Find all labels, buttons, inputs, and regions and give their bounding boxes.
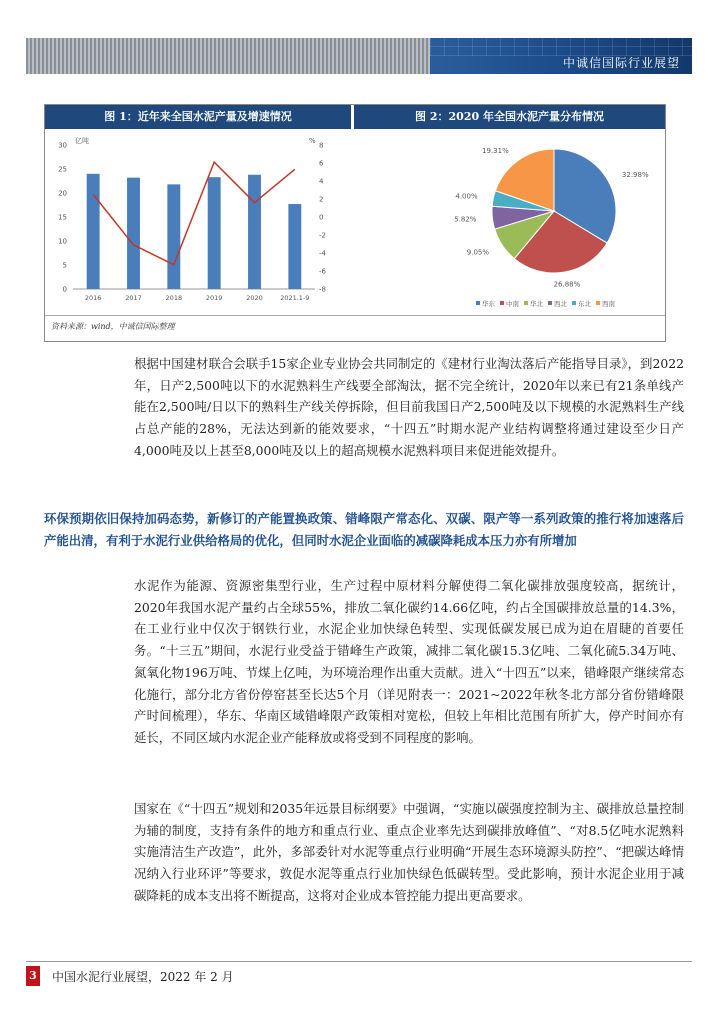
figure2-title: 图 2：2020 年全国水泥产量分布情况 bbox=[354, 105, 665, 129]
legend-label: 东北 bbox=[578, 300, 591, 308]
bar-2016 bbox=[87, 174, 100, 289]
bar-2021.1-9 bbox=[288, 204, 301, 289]
footer-divider bbox=[26, 961, 692, 962]
x-tick-label: 2018 bbox=[165, 294, 183, 302]
header-banner bbox=[26, 38, 692, 74]
bar-2020 bbox=[248, 175, 261, 289]
y2-tick-label: 8 bbox=[319, 141, 324, 150]
pie-chart bbox=[354, 131, 665, 313]
paragraph-text: 水泥作为能源、资源密集型行业，生产过程中原材料分解使得二氧化碳排放强度较高，据统计，2020年我国水泥产量约占全球55%，排放二氧化碳约14.66亿吨，约占全国碳排放总量的14.3%，在工业行业中仅次于钢铁行业，水泥企业加快绿色转型、实现低碳发展已成为迫在眉睫的首要任务。“十三五”期间，水泥行业受益于错峰生产政策，减排二氧化碳15.3亿吨、二氧化硫5.34万吨、氮氧化物196万吨、节煤上亿吨，为环境治理作出重大贡献。进入“十四五”以来，错峰限产继续常态化施行，部分北方省份停窑甚至长达5个月（详见附表一：2021~2022年秋冬北方部分省份错峰限产时间梳理），华东、华南区域错峰限产政策相对宽松，但较上年相比范围有所扩大，停产时间亦有延长，不同区域内水泥企业产能释放或将受到不同程度的影响。 bbox=[134, 578, 684, 745]
footer-title: 中国水泥行业展望，2022 年 2 月 bbox=[52, 970, 234, 984]
legend-label: 西北 bbox=[554, 300, 567, 308]
y2-tick-label: -4 bbox=[319, 249, 326, 258]
y2-tick-label: 6 bbox=[319, 159, 324, 168]
y2-tick-label: 0 bbox=[319, 213, 324, 222]
pie-value-label: 9.05% bbox=[466, 248, 490, 257]
pie-value-label: 5.82% bbox=[454, 215, 477, 224]
legend-swatch-华东 bbox=[476, 301, 480, 305]
pie-value-label: 32.98% bbox=[621, 171, 649, 180]
y2-tick-label: -8 bbox=[319, 285, 326, 294]
legend-swatch-中南 bbox=[500, 301, 504, 305]
paragraph-text: 国家在《“十四五”规划和2035年远景目标纲要》中强调，“实施以碳强度控制为主、碳排放总量控制为辅的制度，支持有条件的地方和重点行业、重点企业率先达到碳排放峰值”、“对8.5亿吨水泥熟料实施清洁生产改造”，此外，多部委针对水泥等重点行业明确“开展生态环境源头防控”、“把碳达峰情况纳入行业环评”等要求，敦促水泥等重点行业加快绿色低碳转型。受此影响，预计水泥企业用于减碳降耗的成本支出将不断提高，这将对企业成本管控能力提出更高要求。 bbox=[134, 801, 684, 903]
y-tick-label: 25 bbox=[58, 165, 67, 174]
y-tick-label: 10 bbox=[58, 237, 67, 246]
bar-2018 bbox=[167, 184, 180, 289]
page-number: 3 bbox=[26, 966, 40, 986]
x-tick-label: 2016 bbox=[84, 294, 102, 302]
pie-value-label: 26.88% bbox=[553, 280, 581, 289]
x-tick-label: 2017 bbox=[125, 294, 142, 302]
legend-label: 华北 bbox=[530, 300, 543, 308]
bar-2019 bbox=[208, 177, 221, 289]
legend-label: 中南 bbox=[506, 300, 519, 308]
growth-rate-line bbox=[93, 162, 295, 265]
pie-value-label: 19.31% bbox=[482, 147, 509, 156]
legend-swatch-西南 bbox=[596, 301, 600, 305]
y2-tick-label: 2 bbox=[319, 195, 324, 204]
source-separator bbox=[45, 315, 665, 316]
legend-swatch-东北 bbox=[572, 301, 576, 305]
paragraph-capacity-policy bbox=[134, 353, 684, 462]
y-tick-label: 20 bbox=[58, 189, 67, 198]
y-tick-label: 5 bbox=[62, 261, 67, 270]
legend-swatch-华北 bbox=[524, 301, 528, 305]
legend-label: 西南 bbox=[602, 300, 615, 308]
y-tick-label: 15 bbox=[58, 213, 67, 222]
y2-axis-unit: % bbox=[309, 137, 316, 145]
figures-box bbox=[44, 104, 666, 342]
bar-2017 bbox=[127, 178, 140, 289]
y-tick-label: 0 bbox=[62, 285, 67, 294]
paragraph-carbon-emission bbox=[134, 575, 684, 749]
source-note: 资料来源：wind，中诚信国际整理 bbox=[51, 322, 175, 331]
legend-swatch-西北 bbox=[548, 301, 552, 305]
x-tick-label: 2019 bbox=[205, 294, 223, 302]
x-tick-label: 2020 bbox=[246, 294, 263, 302]
x-tick-label: 2021.1-9 bbox=[280, 294, 310, 302]
paragraph-text: 根据中国建材联合会联手15家企业专业协会共同制定的《建材行业淘汰落后产能指导目录》，到2022年，日产2,500吨以下的水泥熟料生产线要全部淘汰，据不完全统计，2020年以来已有21条单线产能在2,500吨/日以下的熟料生产线关停拆除，但目前我国日产2,500吨及以下规模的水泥熟料生产线占总产能的28%，无法达到新的能效要求，“十四五”时期水泥产业结构调整将通过建设至少日产4,000吨及以上甚至8,000吨及以上的超高规模水泥熟料项目来促进能效提升。 bbox=[134, 356, 684, 458]
pie-value-label: 4.00% bbox=[455, 192, 478, 201]
paragraph-14th-plan bbox=[134, 798, 684, 907]
y2-tick-label: -6 bbox=[319, 267, 326, 276]
header-title: 中诚信国际行业展望 bbox=[562, 56, 680, 70]
figure1-title: 图 1：近年来全国水泥产量及增速情况 bbox=[45, 105, 351, 129]
y-tick-label: 30 bbox=[58, 141, 67, 150]
y2-tick-label: 4 bbox=[319, 177, 324, 186]
legend-label: 华东 bbox=[482, 300, 495, 308]
y-axis-unit: 亿吨 bbox=[75, 137, 89, 145]
section-heading: 环保预期依旧保持加码态势，新修订的产能置换政策、错峰限产常态化、双碳、限产等一系列政策的推行将加速落后产能出清，有利于水泥行业供给格局的优化，但同时水泥企业面临的减碳降耗成本压力亦有所增加 bbox=[44, 511, 684, 548]
y2-tick-label: -2 bbox=[319, 231, 326, 240]
bar-line-chart bbox=[45, 131, 351, 313]
